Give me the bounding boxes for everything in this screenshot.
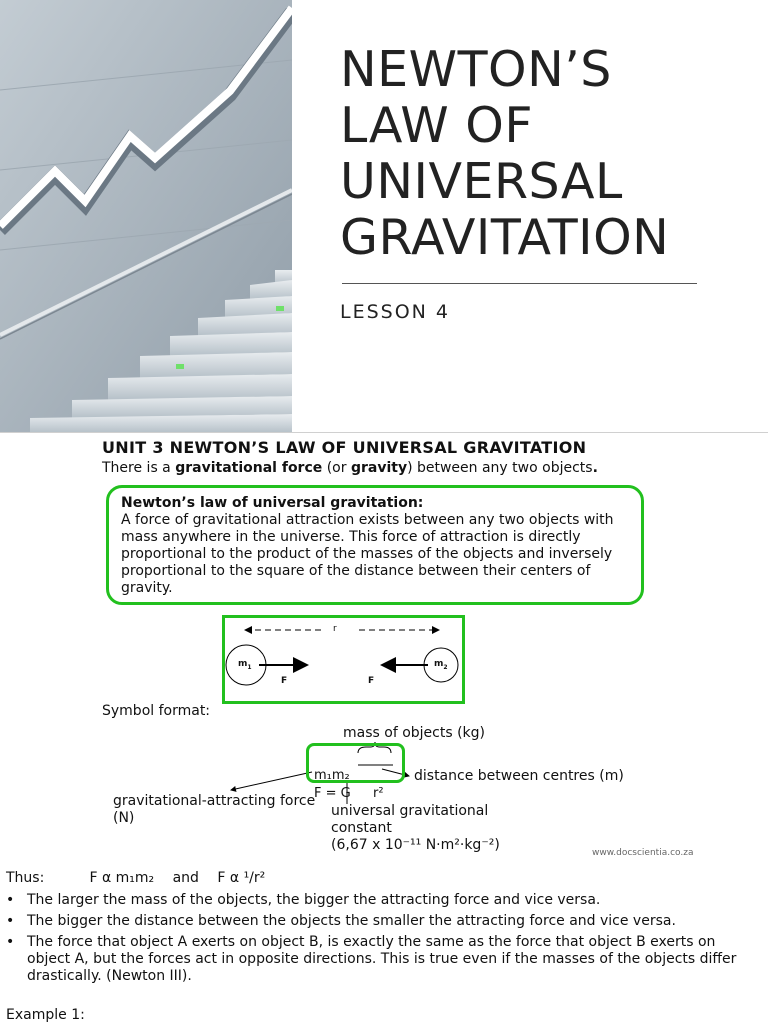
force-pointer	[231, 772, 312, 790]
constant-annotation	[331, 803, 521, 854]
law-text: A force of gravitational attraction exists between any two objects with mass anywhere in the universe. This force of attraction is directly proportional to the product of the masses of the objects and inversely proportional to the square of the distance between their centers of gravity.	[121, 512, 614, 596]
list-item: • The larger the mass of the objects, the bigger the attracting force and vice versa.	[6, 892, 762, 909]
intro-period: .	[592, 460, 598, 476]
example-heading: Example 1:	[6, 1007, 85, 1023]
formula-force-equals-g: F = G	[314, 786, 351, 801]
mass-2-symbol: m	[434, 659, 444, 669]
watermark: www.docscientia.co.za	[592, 848, 694, 858]
intro-bold-term: gravity	[350, 460, 408, 476]
mass-proportionality: F α m₁m₂	[89, 870, 155, 886]
mass-annotation: mass of objects (kg)	[343, 725, 486, 741]
distance-annotation: distance between centres (m)	[414, 768, 624, 784]
list-item: • The bigger the distance between the objects the smaller the attracting force and vice versa.	[6, 913, 762, 930]
unit-heading: UNIT 3 NEWTON’S LAW OF UNIVERSAL GRAVITATION	[102, 438, 587, 457]
distance-label: r	[333, 624, 337, 634]
list-item: • The force that object A exerts on object B, is exactly the same as the force that object B exerts on object A, but the forces act in opposite directions. This is true even if the masses of the objects differ drastically. (Newton III).	[6, 934, 762, 985]
intro-bold-term: gravitational force	[175, 460, 323, 476]
distance-proportionality: F α ¹/r²	[217, 870, 266, 886]
slide-subtitle: LESSON 4	[340, 301, 451, 323]
intro-text: (or	[322, 460, 351, 476]
force-annotation: gravitational-attracting force (N)	[113, 793, 316, 826]
force-1-label: F	[281, 676, 288, 686]
proportionality-line	[6, 870, 265, 886]
conclusion-list	[6, 892, 762, 989]
symbol-format-label: Symbol format:	[102, 703, 211, 719]
law-title: Newton’s law of universal gravitation:	[121, 495, 424, 511]
intro-text: There is a	[102, 460, 176, 476]
force-2-label: F	[368, 676, 375, 686]
thus-label: Thus:	[6, 870, 45, 886]
constant-value: (6,67 x 10⁻¹¹ N·m²·kg⁻²)	[331, 837, 500, 853]
formula-denominator: r²	[373, 786, 384, 801]
mass-2-subscript: 2	[443, 663, 448, 671]
formula-numerator: m₁m₂	[314, 768, 350, 783]
mass-1-symbol: m	[238, 659, 248, 669]
constant-name: universal gravitational constant	[331, 803, 489, 836]
intro-text: ) between any two objects	[407, 460, 593, 476]
mass-1-subscript: 1	[247, 663, 252, 671]
slide-title: NEWTON’S LAW OF UNIVERSAL GRAVITATION	[340, 41, 670, 266]
and-word: and	[172, 870, 199, 886]
